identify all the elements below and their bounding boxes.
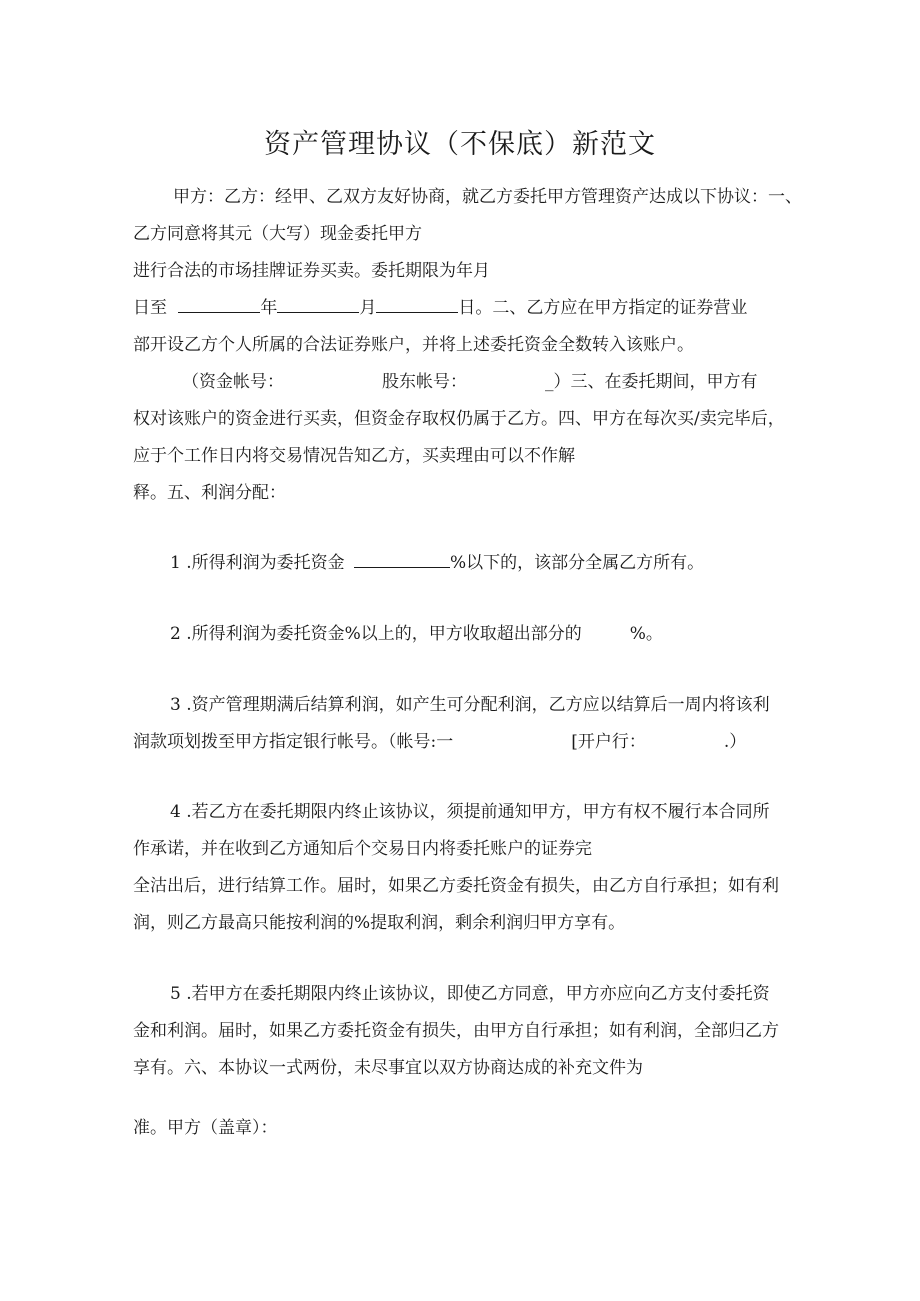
paragraph-line: 3 .资产管理期满后结算利润，如产生可分配利润，乙方应以结算后一周内将该利	[170, 695, 770, 715]
profit-item-1-tail: %以下的，该部分全属乙方所有。	[450, 553, 705, 573]
paragraph-line: 进行合法的市场挂牌证券买卖。委托期限为年月	[133, 261, 490, 281]
date-from-label: 日至	[133, 298, 167, 318]
paragraph-line: 享有。六、本协议一式两份，未尽事宜以双方协商达成的补充文件为	[133, 1058, 643, 1078]
paragraph-line: 应于个工作日内将交易情况告知乙方，买卖理由可以不作解	[133, 446, 575, 466]
paragraph-line: 权对该账户的资金进行买卖，但资金存取权仍属于乙方。四、甲方在每次买/卖完毕后，	[133, 409, 785, 429]
clause-three-start: _）三、在委托期间，甲方有	[545, 372, 758, 392]
bank-account-line	[133, 730, 746, 754]
date-range-line	[133, 296, 747, 320]
fund-account-label: （资金帐号：	[182, 372, 284, 392]
profit-item-1	[170, 551, 704, 575]
account-line	[182, 370, 758, 394]
paragraph-line: 甲方：乙方：经甲、乙双方友好协商，就乙方委托甲方管理资产达成以下协议：一、	[173, 187, 802, 207]
day-label: 日。二、乙方应在甲方指定的证券营业	[458, 298, 748, 318]
paragraph-line: 部开设乙方个人所属的合法证券账户，并将上述委托资金全数转入该账户。	[133, 335, 694, 355]
year-label: 年	[260, 298, 278, 318]
bank-name-label: [开户行：	[571, 732, 646, 752]
paragraph-line: 润，则乙方最高只能按利润的%提取利润，剩余利润归甲方享有。	[133, 913, 626, 933]
profit-item-2-text: 2 .所得利润为委托资金%以上的，甲方收取超出部分的	[170, 624, 582, 644]
paragraph-line: 5 .若甲方在委托期限内终止该协议，即使乙方同意，甲方亦应向乙方支付委托资	[170, 984, 770, 1004]
profit-item-1-text: 1 .所得利润为委托资金	[170, 553, 345, 573]
signature-line: 准。甲方（盖章）：	[133, 1118, 278, 1138]
profit-item-2-tail: %。	[629, 624, 663, 644]
shareholder-account-label: 股东帐号：	[382, 372, 467, 392]
percent-blank	[354, 551, 450, 568]
bank-line-tail: .）	[723, 732, 747, 752]
paragraph-line: 作承诺，并在收到乙方通知后个交易日内将委托账户的证券完	[133, 839, 592, 859]
profit-item-2	[170, 622, 663, 646]
year-blank	[178, 296, 260, 313]
bank-account-label: 润款项划拨至甲方指定银行帐号。（帐号:一	[133, 732, 454, 752]
day-blank	[376, 296, 458, 313]
month-blank	[277, 296, 359, 313]
document-title: 资产管理协议（不保底）新范文	[264, 129, 656, 160]
month-label: 月	[359, 298, 377, 318]
paragraph-line: 4 .若乙方在委托期限内终止该协议，须提前通知甲方，甲方有权不履行本合同所	[170, 802, 770, 822]
paragraph-line: 乙方同意将其元（大写）现金委托甲方	[133, 224, 422, 244]
paragraph-line: 释。五、利润分配：	[133, 483, 286, 503]
paragraph-line: 金和利润。届时，如果乙方委托资金有损失，由甲方自行承担；如有利润，全部归乙方	[133, 1021, 779, 1041]
paragraph-line: 全沽出后，进行结算工作。届时，如果乙方委托资金有损失，由乙方自行承担；如有利	[133, 876, 779, 896]
